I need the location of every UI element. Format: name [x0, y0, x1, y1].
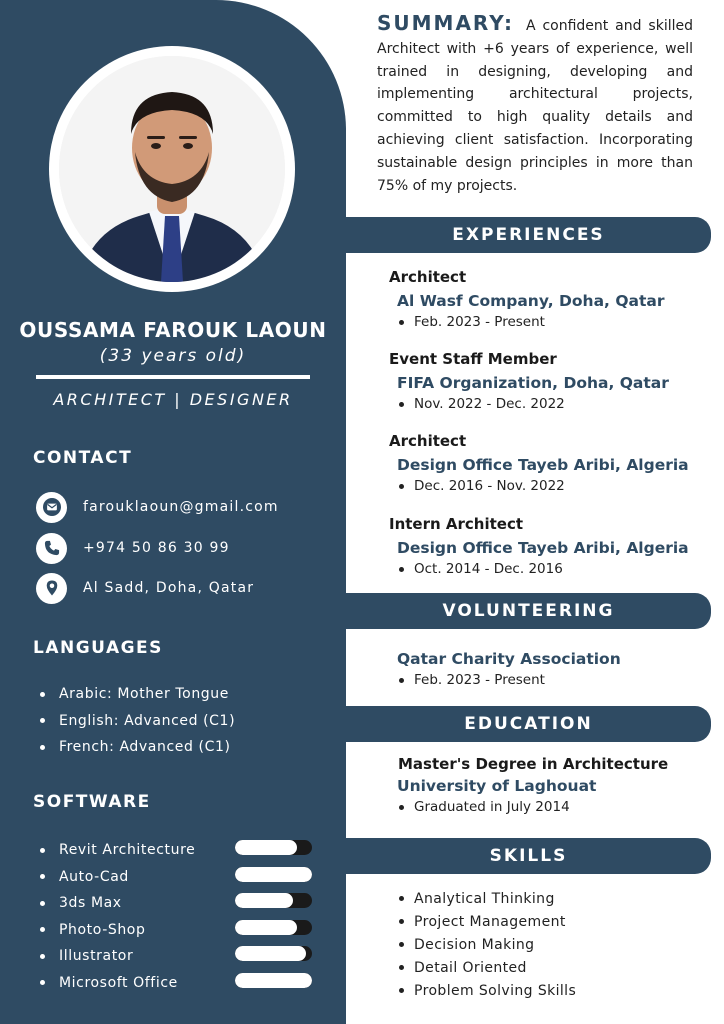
- list-item: 3ds Max: [40, 890, 195, 917]
- experiences-heading: EXPERIENCES: [346, 217, 711, 253]
- phone-icon: [36, 533, 67, 564]
- list-item: Arabic: Mother Tongue: [40, 681, 235, 708]
- job-dates: Feb. 2023 - Present: [399, 314, 709, 330]
- languages-list: [40, 681, 235, 761]
- list-item: Decision Making: [399, 933, 576, 956]
- job-title: Event Staff Member: [389, 350, 557, 368]
- education-heading: EDUCATION: [346, 706, 711, 742]
- job-title: Architect: [389, 432, 467, 450]
- job-dates: Dec. 2016 - Nov. 2022: [399, 478, 709, 494]
- contact-phone[interactable]: +974 50 86 30 99: [83, 540, 230, 556]
- list-item: Revit Architecture: [40, 837, 195, 864]
- skill-bar: [235, 946, 312, 961]
- contact-location-row: [36, 572, 254, 604]
- list-item: Auto-Cad: [40, 864, 195, 891]
- skill-bar: [235, 893, 312, 908]
- skills-list: [399, 887, 576, 1002]
- divider: [36, 375, 310, 379]
- sidebar: [0, 0, 346, 1024]
- contact-email-row: [36, 491, 279, 523]
- skill-bar: [235, 840, 312, 855]
- job-title: Intern Architect: [389, 515, 524, 533]
- list-item: Photo-Shop: [40, 917, 195, 944]
- list-item: Microsoft Office: [40, 970, 195, 997]
- volunteering-heading: VOLUNTEERING: [346, 593, 711, 629]
- summary-heading: SUMMARY:: [377, 11, 514, 35]
- university: University of Laghouat: [397, 777, 597, 795]
- profile-photo-frame: [49, 46, 295, 292]
- software-heading: SOFTWARE: [33, 792, 151, 812]
- skill-bar: [235, 920, 312, 935]
- volunteering-entry: [389, 644, 709, 688]
- portrait-illustration: [59, 56, 285, 282]
- skills-heading: SKILLS: [346, 838, 711, 874]
- location-pin-icon: [36, 573, 67, 604]
- volunteer-organization: Qatar Charity Association: [397, 650, 621, 668]
- skill-bar: [235, 867, 312, 882]
- employer: Design Office Tayeb Aribi, Algeria: [397, 456, 689, 474]
- job-dates: Nov. 2022 - Dec. 2022: [399, 396, 709, 412]
- volunteer-dates: Feb. 2023 - Present: [399, 672, 709, 688]
- skill-bar: [235, 973, 312, 988]
- software-skill-bars: [235, 840, 312, 999]
- summary-section: [377, 12, 693, 197]
- job-dates: Oct. 2014 - Dec. 2016: [399, 561, 709, 577]
- list-item: French: Advanced (C1): [40, 734, 235, 761]
- list-item: Project Management: [399, 910, 576, 933]
- candidate-name: OUSSAMA FAROUK LAOUN: [19, 318, 327, 342]
- contact-email[interactable]: farouklaoun@gmail.com: [83, 499, 279, 515]
- job-title: Architect: [389, 268, 467, 286]
- employer: FIFA Organization, Doha, Qatar: [397, 374, 669, 392]
- experience-entry: [389, 432, 709, 494]
- graduation-note: Graduated in July 2014: [399, 799, 709, 815]
- candidate-age: (33 years old): [99, 346, 247, 366]
- contact-phone-row: [36, 532, 230, 564]
- candidate-role: ARCHITECT | DESIGNER: [53, 390, 293, 409]
- software-list: [40, 837, 195, 996]
- list-item: Analytical Thinking: [399, 887, 576, 910]
- profile-photo: [59, 56, 285, 282]
- list-item: Illustrator: [40, 943, 195, 970]
- education-entry: [389, 755, 709, 815]
- list-item: Detail Oriented: [399, 956, 576, 979]
- contact-heading: CONTACT: [33, 448, 133, 468]
- employer: Design Office Tayeb Aribi, Algeria: [397, 539, 689, 557]
- list-item: Problem Solving Skills: [399, 979, 576, 1002]
- experience-entry: [389, 515, 709, 577]
- summary-text: A confident and skilled Architect with +6 years of experience, well trained in designing, developing and implementing architectural projects, committed to high quality details and achieving client satisfaction. Incorporating sustainable design principles in more than 75% of my projects.: [377, 18, 693, 194]
- list-item: English: Advanced (C1): [40, 708, 235, 735]
- languages-heading: LANGUAGES: [33, 638, 163, 658]
- employer: Al Wasf Company, Doha, Qatar: [397, 292, 665, 310]
- contact-location: Al Sadd, Doha, Qatar: [83, 580, 255, 596]
- degree: Master's Degree in Architecture: [398, 755, 669, 773]
- experience-entry: [389, 350, 709, 412]
- experience-entry: [389, 268, 709, 330]
- envelope-icon: [36, 492, 67, 523]
